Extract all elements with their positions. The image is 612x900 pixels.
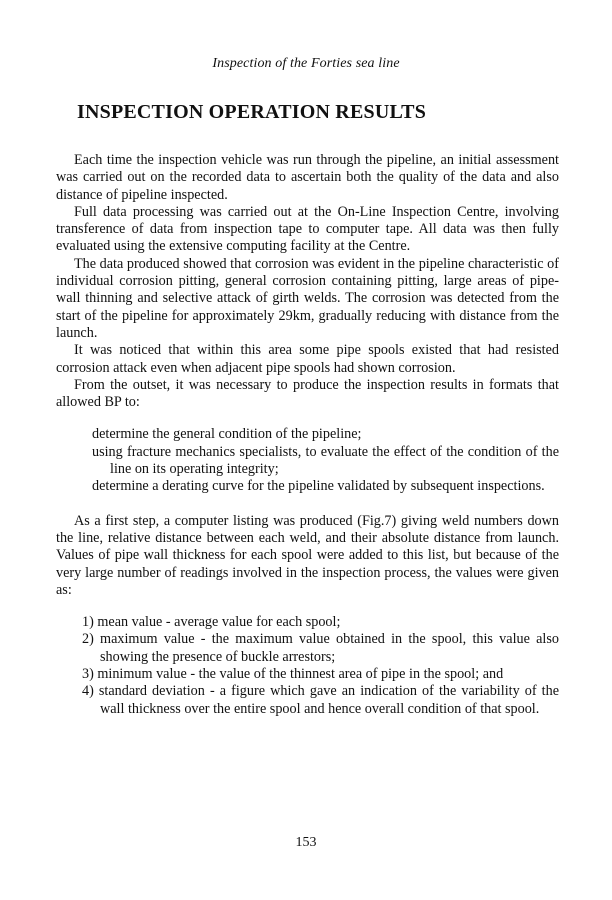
paragraph: The data produced showed that corrosion was evident in the pipeline characteristic of individual corrosion pitting, general corrosion containing pitting, large areas of pipe-wall thinning and selective attack of girth welds. The corrosion was detected from the start of the pipeline for approximately 29km, gradually reducing with distance from the launch. — [56, 255, 559, 341]
list-item: 2) maximum value - the maximum value obtained in the spool, this value also showing the presence of buckle arrestors; — [82, 631, 559, 665]
page-number: 153 — [295, 835, 317, 850]
running-head: Inspection of the Forties sea line — [212, 56, 400, 71]
list-item: 1) mean value - average value for each spool; — [82, 614, 341, 631]
list-item: using fracture mechanics specialists, to evaluate the effect of the condition of the line on its operating integrity; — [92, 443, 559, 478]
paragraph: From the outset, it was necessary to produce the inspection results in formats that allowed BP to: — [56, 376, 559, 411]
list-item: 4) standard deviation - a figure which gave an indication of the variability of the wall thickness over the entire spool and hence overall condition of that spool. — [82, 683, 559, 717]
paragraph: Each time the inspection vehicle was run through the pipeline, an initial assessment was carried out on the recorded data to ascertain both the quality of the data and also distance of pipeline inspected. — [56, 152, 559, 203]
list-item: determine the general condition of the pipeline; — [92, 426, 362, 443]
body-text — [56, 152, 559, 718]
list-item: 3) minimum value - the value of the thinnest area of pipe in the spool; and — [82, 666, 504, 683]
values-list — [82, 614, 559, 718]
paragraph: As a first step, a computer listing was produced (Fig.7) giving weld numbers down the line, relative distance between each weld, and their absolute distance from launch. Values of pipe wall thickness for each spool were added to this list, but because of the very large number of readings involved in the inspection process, the values were given as: — [56, 512, 559, 598]
purposes-list — [92, 426, 559, 495]
list-item: determine a derating curve for the pipeline validated by subsequent inspections. — [92, 478, 545, 495]
paragraph: Full data processing was carried out at the On-Line Inspection Centre, involving transference of data from inspection tape to computer tape. All data was then fully evaluated using the extensive computing facility at the Centre. — [56, 203, 559, 255]
section-title: INSPECTION OPERATION RESULTS — [77, 101, 427, 123]
paragraph: It was noticed that within this area some pipe spools existed that had resisted corrosion attack even when adjacent pipe spools had shown corrosion. — [56, 342, 559, 376]
